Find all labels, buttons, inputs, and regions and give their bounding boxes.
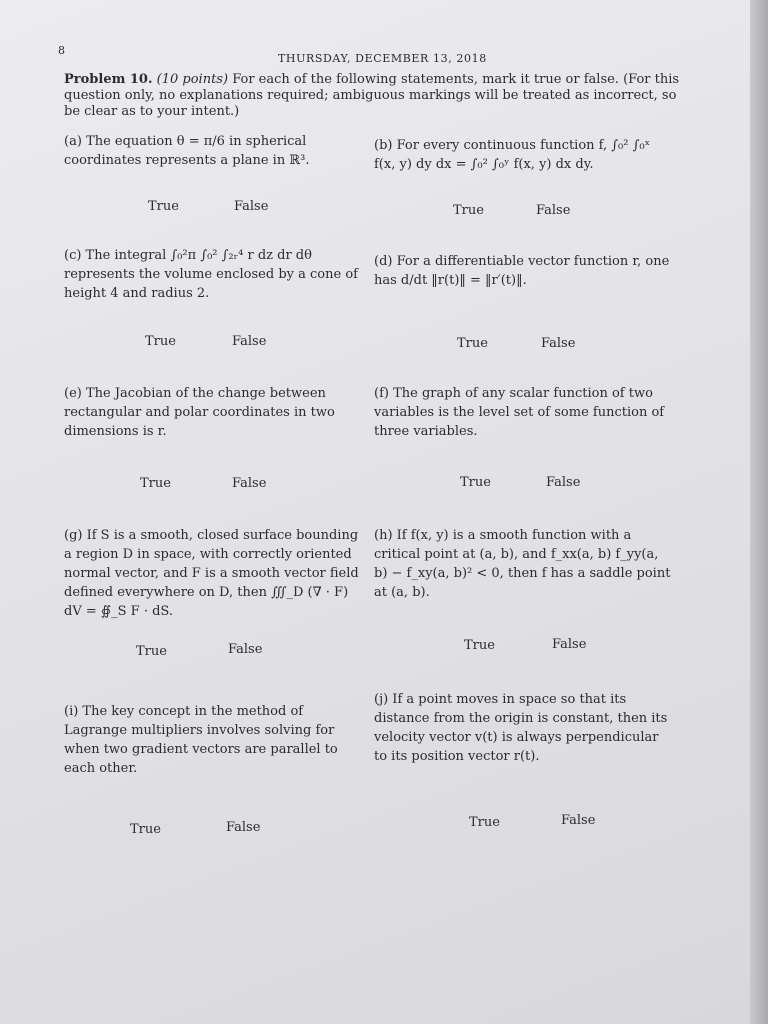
item-a-true[interactable]: True: [148, 199, 179, 214]
item-j-true[interactable]: True: [469, 815, 500, 830]
item-i-true[interactable]: True: [130, 822, 161, 837]
page-header-date: THURSDAY, DECEMBER 13, 2018: [278, 52, 487, 65]
item-i-false[interactable]: False: [226, 820, 261, 835]
item-h-text: (h) If f(x, y) is a smooth function with a critical point at (a, b), and f_xx(a, b) f_yy(a, b) − f_xy(a, b)² < 0, then f has a saddle point at (a, b).: [374, 528, 671, 600]
item-d-false[interactable]: False: [541, 336, 576, 351]
item-c-text: (c) The integral ∫₀²π ∫₀² ∫₂ᵣ⁴ r dz dr dθ represents the volume enclosed by a cone of height 4 and radius 2.: [64, 248, 358, 301]
item-j-text: (j) If a point moves in space so that its distance from the origin is constant, then its velocity vector v(t) is always perpendicular to its position vector r(t).: [374, 692, 668, 764]
item-h-false[interactable]: False: [552, 637, 587, 652]
item-f-false[interactable]: False: [546, 475, 581, 490]
item-c-false[interactable]: False: [232, 334, 267, 349]
item-d-text: (d) For a differentiable vector function r, one has d/dt ‖r(t)‖ = ‖r′(t)‖.: [374, 254, 670, 288]
item-f-true[interactable]: True: [460, 475, 491, 490]
item-h-true[interactable]: True: [464, 638, 495, 653]
item-e-text: (e) The Jacobian of the change between rectangular and polar coordinates in two dimensions is r.: [64, 386, 335, 439]
item-b-text: (b) For every continuous function f, ∫₀² ∫₀ˣ f(x, y) dy dx = ∫₀² ∫₀ʸ f(x, y) dx dy.: [374, 138, 651, 172]
item-b-false[interactable]: False: [536, 203, 571, 218]
item-e-true[interactable]: True: [140, 476, 171, 491]
item-e-false[interactable]: False: [232, 476, 267, 491]
item-g-true[interactable]: True: [136, 644, 167, 659]
problem-instructions: For each of the following statements, mark it true or false. (For this question only, no explanations required; ambiguous markings will be treated as incorrect, so be clear as to your intent.): [64, 72, 680, 119]
item-c-true[interactable]: True: [145, 334, 176, 349]
item-a-text: (a) The equation θ = π/6 in spherical coordinates represents a plane in ℝ³.: [64, 134, 310, 168]
item-d-true[interactable]: True: [457, 336, 488, 351]
item-i-text: (i) The key concept in the method of Lagrange multipliers involves solving for when two gradient vectors are parallel to each other.: [64, 704, 338, 776]
item-f-text: (f) The graph of any scalar function of two variables is the level set of some function of three variables.: [374, 386, 665, 439]
item-a-false[interactable]: False: [234, 199, 269, 214]
item-j-false[interactable]: False: [561, 813, 596, 828]
page-number: 8: [58, 44, 65, 57]
item-g-text: (g) If S is a smooth, closed surface bounding a region D in space, with correctly oriented normal vector, and F is a smooth vector field defined everywhere on D, then ∭_D (∇ · F) dV = ∯_S F · dS.: [64, 528, 359, 619]
problem-points: (10 points): [156, 72, 229, 87]
problem-intro: [64, 72, 684, 120]
problem-label: Problem 10.: [64, 72, 153, 87]
item-g-false[interactable]: False: [228, 642, 263, 657]
item-b-true[interactable]: True: [453, 203, 484, 218]
page-edge: [750, 0, 768, 1024]
